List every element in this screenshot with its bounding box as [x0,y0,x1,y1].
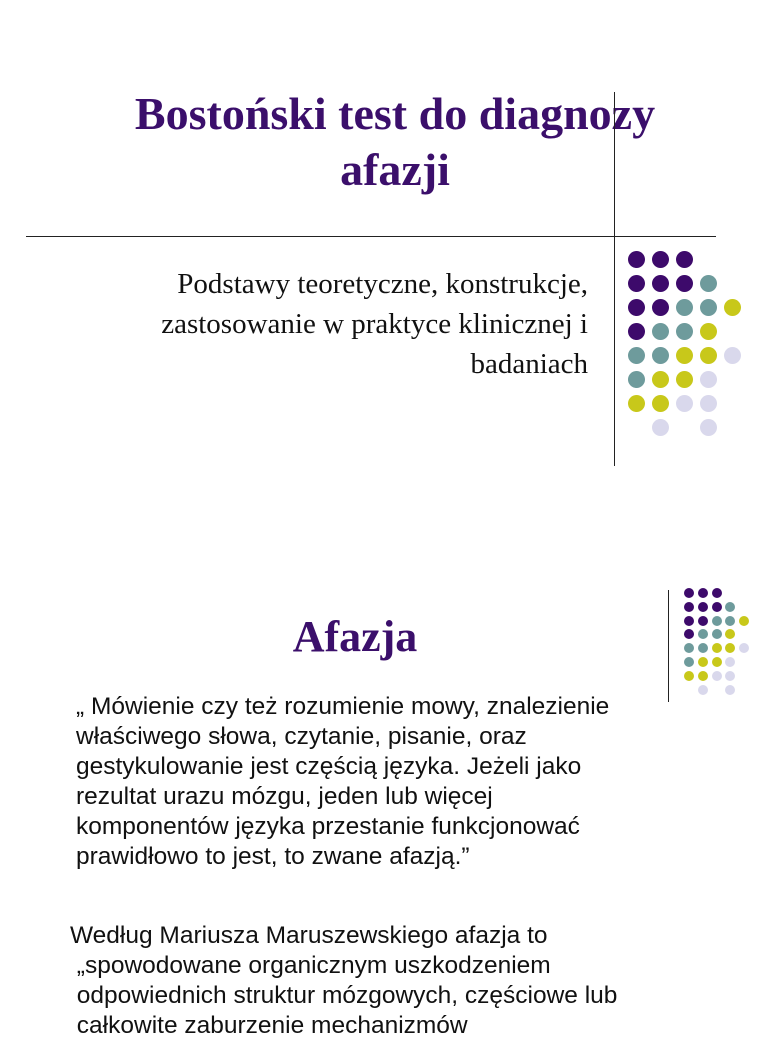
text-line: rezultat urazu mózgu, jeden lub więcej [76,783,493,810]
decorative-dot [698,643,708,653]
subtitle-line-3: badaniach [470,348,588,380]
slide-afazja [0,560,768,1039]
decorative-dot [684,616,694,626]
decorative-dot [628,251,645,268]
decorative-dot [652,251,669,268]
decorative-dot [652,395,669,412]
vertical-divider-small [668,590,669,702]
decorative-dot [698,616,708,626]
decorative-dot [628,323,645,340]
decorative-dot [739,616,749,626]
decorative-dot [698,657,708,667]
text-line: komponentów języka przestanie funkcjonować [76,813,580,840]
decorative-dot [652,347,669,364]
decorative-dot [652,371,669,388]
text-line: właściwego słowa, czytanie, pisanie, oraz [76,723,527,750]
decorative-dot [712,616,722,626]
decorative-dot [712,643,722,653]
decorative-dot [712,588,722,598]
presentation-subtitle [70,264,588,384]
text-line: „ Mówienie czy też rozumienie mowy, znalezienie [76,693,610,720]
decorative-dot [724,299,741,316]
decorative-dot [652,419,669,436]
decorative-dot [712,629,722,639]
decorative-dot [698,671,708,681]
subtitle-line-1: Podstawy teoretyczne, konstrukcje, [177,268,588,300]
decorative-dot [676,395,693,412]
decorative-dot [628,395,645,412]
decorative-dot [712,671,722,681]
decorative-dot [700,347,717,364]
decorative-dot [712,602,722,612]
decorative-dot [628,275,645,292]
decorative-dot [725,685,735,695]
decorative-dot [725,671,735,681]
text-line: całkowite zaburzenie mechanizmów [70,1012,468,1039]
text-line: prawidłowo to jest, to zwane afazją.” [76,843,470,870]
decorative-dot [628,299,645,316]
aphasia-definition [70,921,617,1041]
decorative-dot [676,299,693,316]
decorative-dot [684,643,694,653]
decorative-dot [676,371,693,388]
decorative-dot [700,323,717,340]
decorative-dot [700,395,717,412]
decorative-dot [684,671,694,681]
decorative-dot [725,629,735,639]
decorative-dot [725,602,735,612]
decorative-dot [700,419,717,436]
decorative-dot [684,602,694,612]
text-line: gestykulowanie jest częścią języka. Jeżeli jako [76,753,582,780]
title-line-1: Bostoński test do diagnozy [134,88,656,139]
text-line: Według Mariusza Maruszewskiego afazja to [70,922,548,949]
decorative-dot [676,275,693,292]
presentation-title [60,86,730,198]
decorative-dot [725,616,735,626]
decorative-dot [652,299,669,316]
decorative-dot [698,602,708,612]
title-line-2: afazji [340,144,450,195]
decorative-dot [652,275,669,292]
decorative-dot [739,643,749,653]
text-line: „spowodowane organicznym uszkodzeniem [70,952,551,979]
decorative-dot [676,347,693,364]
decorative-dot [724,347,741,364]
decorative-dot [676,323,693,340]
decorative-dot [698,629,708,639]
decorative-dot [652,323,669,340]
decorative-dot [698,588,708,598]
decorative-dot [725,657,735,667]
decorative-dot [700,275,717,292]
vertical-divider [614,92,615,466]
decorative-dot [684,657,694,667]
text-line: odpowiednich struktur mózgowych, częściowe lub [70,982,618,1009]
decorative-dot [712,657,722,667]
decorative-dot [676,251,693,268]
decorative-dot [628,347,645,364]
decorative-dot [628,371,645,388]
decorative-dot [725,643,735,653]
decorative-dot [684,629,694,639]
aphasia-quote [76,692,609,872]
decorative-dot [684,588,694,598]
subtitle-line-2: zastosowanie w praktyce klinicznej i [161,308,588,340]
decorative-dot [698,685,708,695]
horizontal-divider [26,236,716,237]
decorative-dot [700,299,717,316]
slide-heading: Afazja [292,612,418,661]
decorative-dot [700,371,717,388]
